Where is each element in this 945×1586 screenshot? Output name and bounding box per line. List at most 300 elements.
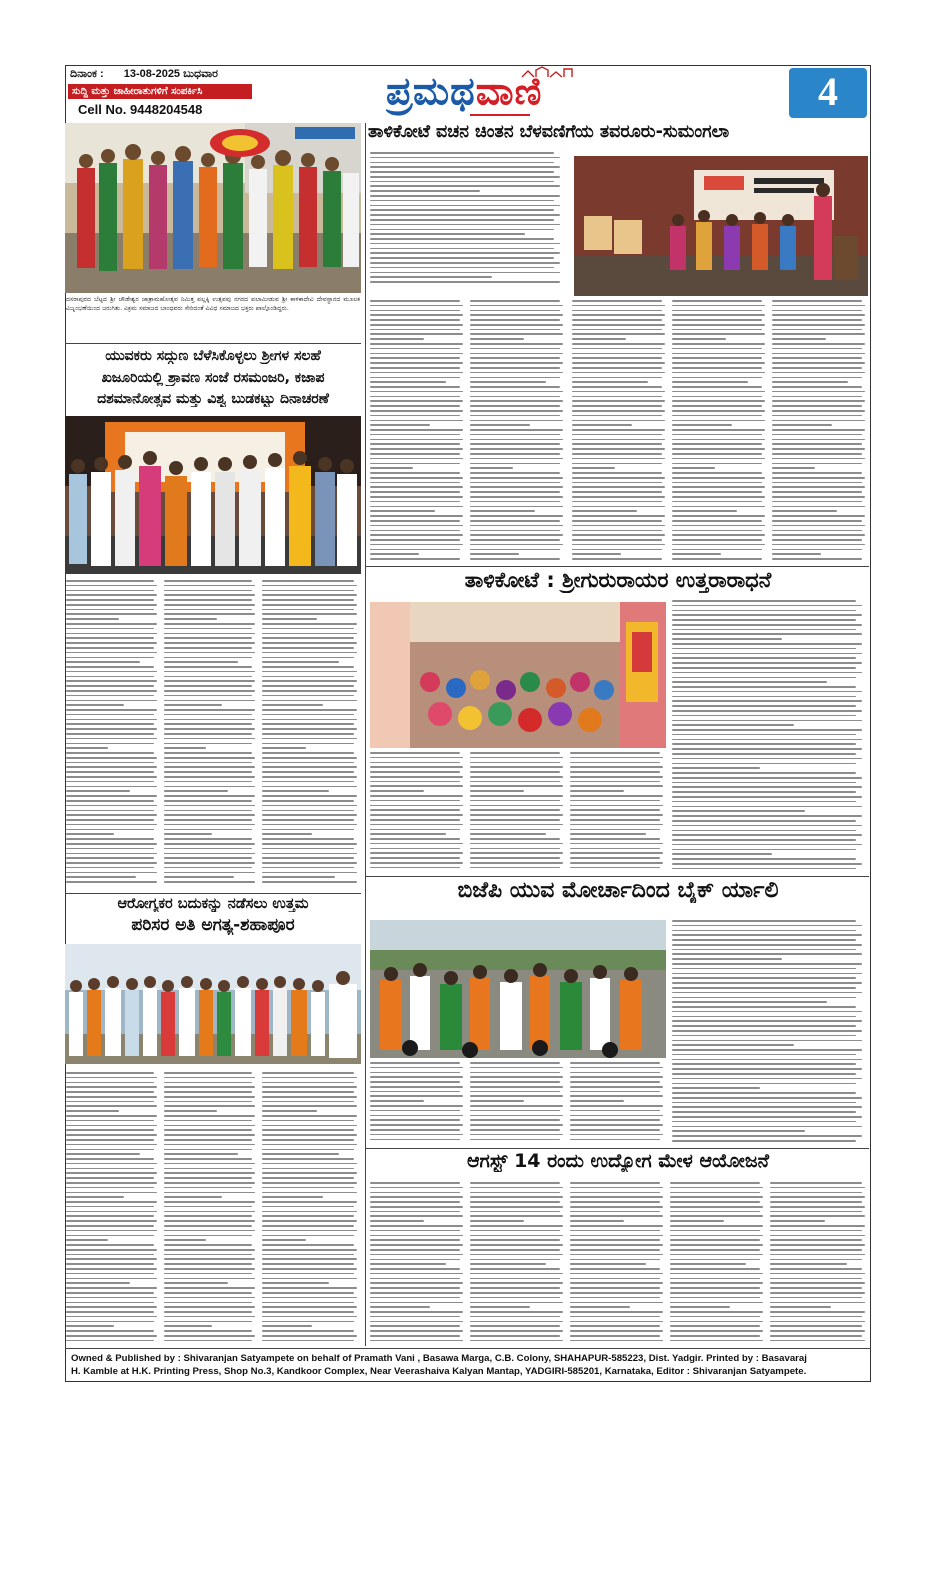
- text-line: [164, 1187, 252, 1189]
- text-line: [470, 1335, 560, 1337]
- text-line: [570, 1067, 663, 1069]
- text-line: [370, 257, 554, 259]
- text-line: [262, 857, 354, 859]
- text-line: [262, 671, 357, 673]
- article-body: [262, 580, 360, 890]
- text-line: [572, 491, 662, 493]
- text-line: [672, 443, 762, 445]
- text-line: [370, 1278, 460, 1280]
- text-line: [772, 367, 862, 369]
- text-line: [66, 709, 157, 711]
- text-line: [672, 386, 762, 388]
- text-line: [66, 1225, 154, 1227]
- text-line: [470, 1340, 563, 1342]
- text-line: [164, 714, 252, 716]
- text-line: [164, 800, 252, 802]
- text-line: [772, 353, 865, 355]
- text-line: [672, 1116, 862, 1118]
- text-line: [672, 381, 748, 383]
- text-line: [262, 1168, 354, 1170]
- text-line: [572, 329, 662, 331]
- text-line: [572, 486, 665, 488]
- text-line: [672, 825, 862, 827]
- imprint-line: H. Kamble at H.K. Printing Press, Shop No.3, Kandkoor Complex, Near Veerashaiva Kalyan Mantap, YADGIRI-585201, Karnataka, Editor : Shivaranjan Satyampete.: [71, 1366, 807, 1377]
- text-line: [572, 453, 662, 455]
- text-line: [772, 520, 862, 522]
- text-line: [262, 1120, 354, 1122]
- article-body: [66, 1072, 160, 1348]
- text-line: [262, 637, 354, 639]
- text-line: [370, 553, 419, 555]
- text-line: [470, 314, 563, 316]
- text-line: [672, 1078, 862, 1080]
- text-line: [164, 709, 255, 711]
- text-line: [470, 400, 563, 402]
- text-line: [66, 609, 154, 611]
- text-line: [262, 771, 354, 773]
- text-line: [470, 1201, 560, 1203]
- text-line: [672, 434, 762, 436]
- text-line: [470, 771, 560, 773]
- text-line: [572, 482, 662, 484]
- text-line: [572, 362, 665, 364]
- text-line: [164, 637, 252, 639]
- text-line: [66, 714, 154, 716]
- text-line: [672, 501, 762, 503]
- text-line: [572, 539, 662, 541]
- text-line: [164, 1163, 255, 1165]
- text-line: [66, 585, 157, 587]
- text-line: [262, 1096, 357, 1098]
- text-line: [370, 558, 460, 560]
- text-line: [470, 1192, 560, 1194]
- text-line: [66, 1292, 154, 1294]
- text-line: [370, 405, 460, 407]
- text-line: [370, 1192, 460, 1194]
- text-line: [570, 1254, 663, 1256]
- text-line: [672, 944, 862, 946]
- text-line: [570, 1263, 646, 1265]
- text-line: [66, 704, 124, 706]
- text-line: [370, 1100, 424, 1102]
- text-line: [672, 748, 862, 750]
- text-line: [572, 472, 662, 474]
- text-line: [570, 1306, 630, 1308]
- text-line: [370, 1225, 463, 1227]
- text-line: [262, 853, 357, 855]
- text-line: [370, 310, 460, 312]
- text-line: [570, 1187, 663, 1189]
- text-line: [672, 643, 862, 645]
- procession-photo: [65, 123, 361, 293]
- text-line: [670, 1292, 763, 1294]
- text-line: [672, 624, 862, 626]
- text-line: [262, 1192, 357, 1194]
- text-line: [670, 1235, 763, 1237]
- bike-rally-photo: [370, 920, 666, 1058]
- text-line: [262, 719, 357, 721]
- text-line: [672, 633, 862, 635]
- text-line: [262, 599, 354, 601]
- text-line: [262, 1325, 312, 1327]
- text-line: [66, 786, 157, 788]
- text-line: [66, 628, 154, 630]
- text-line: [164, 810, 252, 812]
- text-line: [66, 743, 154, 745]
- text-line: [470, 1316, 560, 1318]
- text-line: [164, 1182, 255, 1184]
- text-line: [672, 458, 765, 460]
- text-line: [370, 539, 460, 541]
- text-line: [262, 1172, 357, 1174]
- text-line: [66, 1177, 154, 1179]
- text-line: [570, 1091, 660, 1093]
- text-line: [470, 506, 563, 508]
- text-line: [164, 1220, 255, 1222]
- text-line: [572, 367, 662, 369]
- text-line: [570, 1235, 663, 1237]
- text-line: [164, 1268, 255, 1270]
- text-line: [370, 1201, 460, 1203]
- text-line: [470, 415, 560, 417]
- text-line: [370, 386, 460, 388]
- text-line: [572, 501, 662, 503]
- text-line: [672, 1054, 856, 1056]
- text-line: [262, 1091, 354, 1093]
- text-line: [672, 772, 856, 774]
- text-line: [262, 843, 357, 845]
- environment-photo: [65, 944, 361, 1064]
- text-line: [672, 400, 765, 402]
- text-line: [470, 1105, 563, 1107]
- text-line: [262, 633, 357, 635]
- text-line: [262, 709, 357, 711]
- text-line: [66, 853, 157, 855]
- text-line: [66, 1321, 154, 1323]
- text-line: [262, 743, 354, 745]
- text-line: [572, 448, 665, 450]
- event-hall-photo: [574, 156, 868, 296]
- text-line: [262, 1115, 357, 1117]
- text-line: [772, 558, 862, 560]
- text-line: [672, 1092, 856, 1094]
- text-line: [164, 1316, 255, 1318]
- text-line: [164, 1330, 252, 1332]
- text-line: [672, 863, 862, 865]
- text-line: [370, 314, 463, 316]
- text-line: [262, 1335, 357, 1337]
- text-line: [66, 1168, 154, 1170]
- text-line: [572, 305, 665, 307]
- article-body: [670, 1182, 766, 1346]
- text-line: [164, 676, 252, 678]
- text-line: [772, 482, 862, 484]
- masthead-part2: ವಾಣಿ: [475, 70, 543, 113]
- text-line: [470, 1095, 563, 1097]
- date-line: [70, 68, 250, 81]
- text-line: [770, 1311, 865, 1313]
- text-line: [66, 723, 154, 725]
- text-line: [672, 920, 856, 922]
- text-line: [262, 1105, 357, 1107]
- text-line: [164, 585, 255, 587]
- text-line: [470, 333, 563, 335]
- text-line: [66, 1330, 154, 1332]
- text-line: [66, 1129, 154, 1131]
- text-line: [470, 1072, 560, 1074]
- text-line: [772, 343, 865, 345]
- text-line: [672, 463, 762, 465]
- text-line: [570, 1340, 663, 1342]
- text-line: [672, 729, 862, 731]
- text-line: [370, 1259, 460, 1261]
- article-body: [164, 1072, 258, 1348]
- text-line: [470, 477, 563, 479]
- text-line: [672, 605, 862, 607]
- text-line: [370, 1067, 463, 1069]
- text-line: [262, 1220, 357, 1222]
- text-line: [570, 1119, 660, 1121]
- text-line: [470, 353, 563, 355]
- article-body: [164, 580, 258, 890]
- text-line: [770, 1325, 862, 1327]
- text-line: [370, 838, 460, 840]
- text-line: [672, 953, 862, 955]
- text-line: [370, 267, 554, 269]
- text-line: [672, 1140, 856, 1142]
- text-line: [164, 776, 255, 778]
- text-line: [66, 781, 154, 783]
- text-line: [672, 939, 856, 941]
- text-line: [470, 1259, 560, 1261]
- text-line: [672, 319, 762, 321]
- text-line: [670, 1278, 760, 1280]
- text-line: [570, 1292, 663, 1294]
- text-line: [470, 439, 563, 441]
- text-line: [370, 1062, 460, 1064]
- text-line: [164, 623, 255, 625]
- text-line: [370, 1187, 463, 1189]
- text-line: [470, 800, 560, 802]
- text-line: [672, 510, 737, 512]
- cell-line: [78, 102, 258, 117]
- text-line: [770, 1282, 865, 1284]
- text-line: [672, 949, 856, 951]
- text-line: [772, 305, 865, 307]
- text-line: [370, 300, 460, 302]
- text-line: [672, 338, 726, 340]
- text-line: [672, 767, 760, 769]
- text-line: [370, 200, 554, 202]
- text-line: [772, 420, 865, 422]
- text-line: [66, 647, 154, 649]
- text-line: [470, 434, 560, 436]
- text-line: [164, 819, 252, 821]
- text-line: [470, 1239, 560, 1241]
- text-line: [470, 1134, 563, 1136]
- article-body: [570, 1062, 666, 1146]
- text-line: [370, 458, 463, 460]
- text-line: [262, 1072, 354, 1074]
- text-line: [66, 747, 108, 749]
- text-line: [672, 553, 721, 555]
- text-line: [672, 782, 856, 784]
- text-line: [262, 604, 357, 606]
- text-line: [164, 671, 255, 673]
- text-line: [370, 1139, 460, 1141]
- text-line: [66, 752, 154, 754]
- text-line: [262, 848, 354, 850]
- text-line: [262, 714, 354, 716]
- text-line: [570, 776, 663, 778]
- text-line: [672, 300, 762, 302]
- text-line: [262, 1211, 357, 1213]
- article-body: [672, 920, 868, 1146]
- text-line: [470, 1115, 563, 1117]
- text-line: [370, 391, 463, 393]
- text-line: [672, 791, 856, 793]
- text-line: [770, 1306, 831, 1308]
- text-line: [470, 1110, 560, 1112]
- text-line: [470, 515, 563, 517]
- text-line: [164, 1125, 255, 1127]
- article-body: [470, 752, 566, 874]
- text-line: [164, 881, 255, 883]
- text-line: [570, 1239, 660, 1241]
- text-line: [572, 386, 662, 388]
- text-line: [370, 319, 460, 321]
- text-line: [164, 814, 255, 816]
- text-line: [470, 558, 560, 560]
- text-line: [164, 747, 206, 749]
- text-line: [572, 415, 662, 417]
- text-line: [770, 1287, 862, 1289]
- text-line: [370, 857, 460, 859]
- text-line: [370, 415, 460, 417]
- text-line: [164, 738, 255, 740]
- text-line: [772, 549, 862, 551]
- text-line: [66, 810, 154, 812]
- text-line: [672, 930, 856, 932]
- text-line: [164, 1258, 255, 1260]
- text-line: [66, 1311, 154, 1313]
- text-line: [570, 1321, 663, 1323]
- text-line: [370, 1072, 460, 1074]
- text-line: [262, 1244, 354, 1246]
- text-line: [672, 1130, 805, 1132]
- text-line: [470, 1081, 560, 1083]
- text-line: [66, 1196, 124, 1198]
- text-line: [470, 357, 560, 359]
- text-line: [370, 248, 554, 250]
- text-line: [262, 795, 357, 797]
- text-line: [262, 1278, 357, 1280]
- text-line: [66, 1211, 157, 1213]
- text-line: [164, 633, 255, 635]
- text-line: [66, 862, 157, 864]
- text-line: [470, 530, 560, 532]
- text-line: [164, 1340, 252, 1342]
- text-line: [262, 1086, 357, 1088]
- text-line: [570, 1325, 660, 1327]
- text-line: [164, 613, 255, 615]
- text-line: [370, 262, 560, 264]
- text-line: [470, 1139, 560, 1141]
- text-line: [66, 1091, 154, 1093]
- text-line: [370, 1287, 460, 1289]
- text-line: [770, 1273, 865, 1275]
- text-line: [370, 752, 460, 754]
- text-line: [164, 1134, 255, 1136]
- text-line: [370, 171, 554, 173]
- text-line: [772, 372, 865, 374]
- text-line: [672, 810, 805, 812]
- text-line: [572, 381, 648, 383]
- text-line: [672, 367, 762, 369]
- text-line: [672, 415, 762, 417]
- text-line: [772, 448, 865, 450]
- text-line: [66, 695, 154, 697]
- text-line: [570, 1259, 660, 1261]
- text-line: [164, 786, 255, 788]
- text-line: [672, 667, 856, 669]
- text-line: [164, 1282, 228, 1284]
- text-line: [262, 829, 354, 831]
- text-line: [570, 862, 663, 864]
- text-line: [672, 763, 856, 765]
- divider: [65, 343, 361, 344]
- text-line: [470, 824, 563, 826]
- text-line: [672, 530, 762, 532]
- text-line: [470, 852, 563, 854]
- text-line: [570, 1196, 663, 1198]
- text-line: [672, 672, 862, 674]
- text-line: [262, 872, 357, 874]
- text-line: [66, 580, 154, 582]
- text-line: [570, 852, 663, 854]
- text-line: [370, 467, 413, 469]
- text-line: [262, 810, 354, 812]
- text-line: [262, 1330, 354, 1332]
- text-line: [370, 1297, 460, 1299]
- text-line: [572, 558, 662, 560]
- text-line: [370, 1321, 463, 1323]
- text-line: [570, 1134, 663, 1136]
- text-line: [470, 448, 563, 450]
- text-line: [164, 1311, 252, 1313]
- text-line: [262, 1340, 354, 1342]
- text-line: [772, 415, 862, 417]
- text-line: [164, 680, 255, 682]
- text-line: [672, 534, 765, 536]
- text-line: [570, 1297, 660, 1299]
- text-line: [672, 482, 762, 484]
- text-line: [66, 1077, 157, 1079]
- text-line: [262, 876, 335, 878]
- text-line: [370, 157, 560, 159]
- text-line: [470, 482, 560, 484]
- text-line: [770, 1263, 847, 1265]
- text-line: [570, 843, 663, 845]
- text-line: [672, 686, 856, 688]
- text-line: [672, 610, 856, 612]
- text-line: [262, 623, 357, 625]
- text-line: [670, 1340, 763, 1342]
- text-line: [66, 623, 157, 625]
- text-line: [470, 1215, 563, 1217]
- text-line: [370, 1249, 460, 1251]
- text-line: [470, 1273, 563, 1275]
